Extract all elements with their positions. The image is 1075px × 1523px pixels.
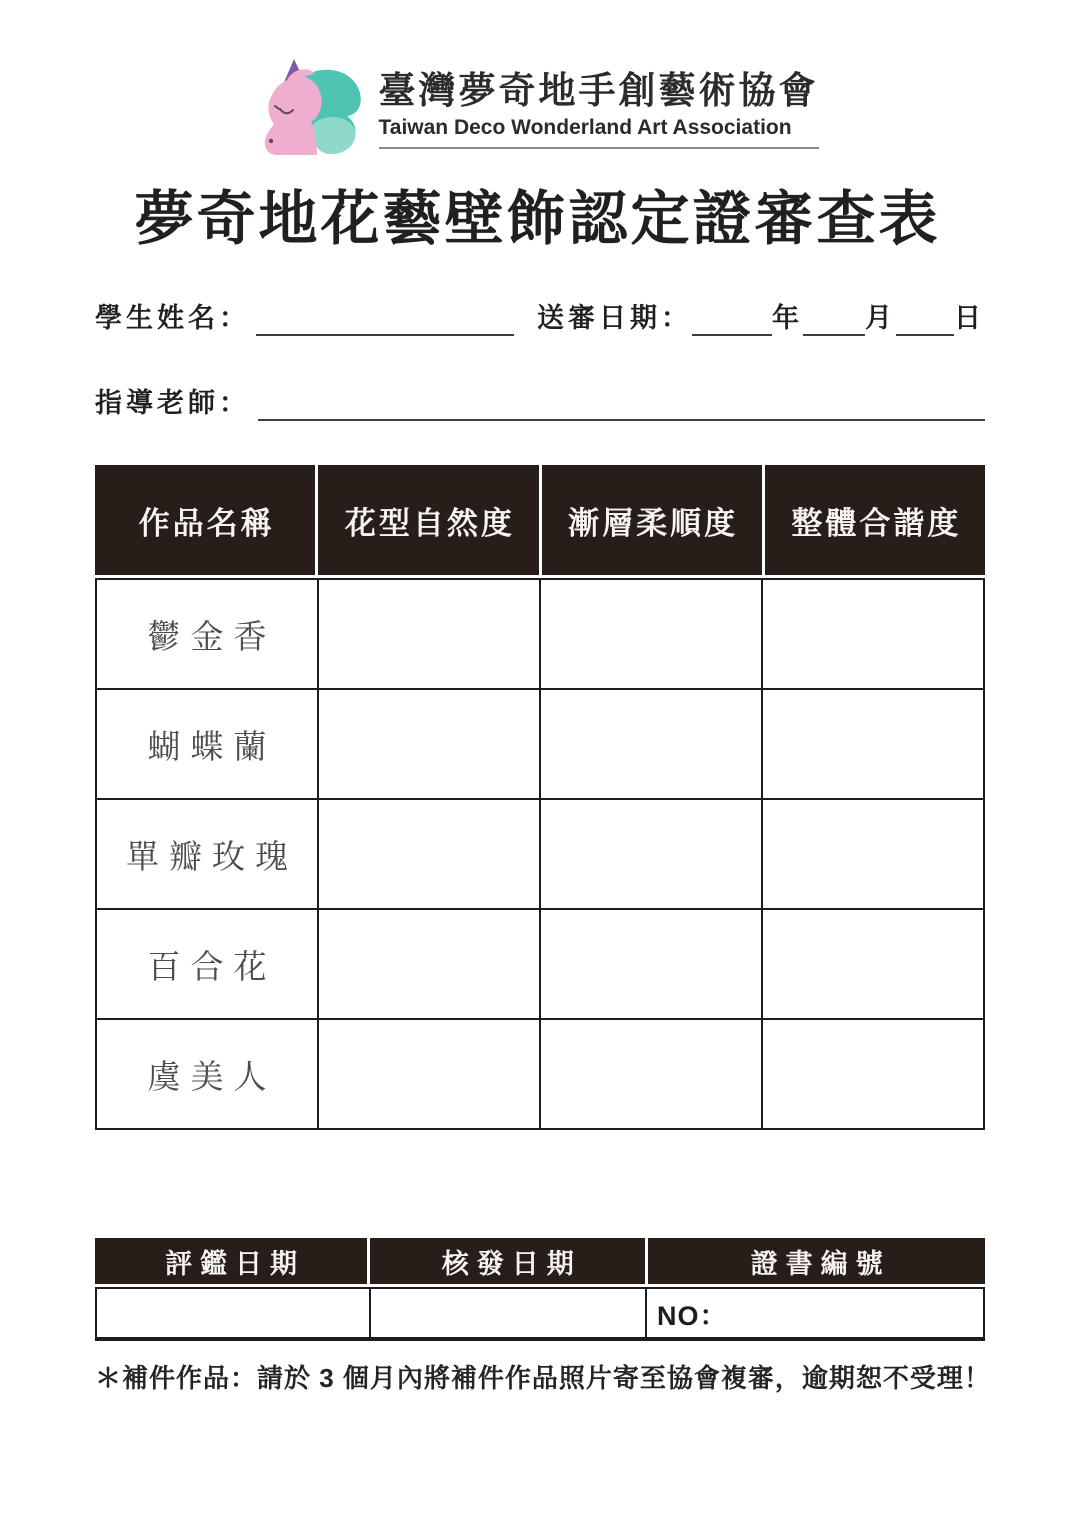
org-name-en: Taiwan Deco Wonderland Art Association: [378, 116, 792, 139]
cert-col-header-cert-number: 證書編號: [648, 1238, 985, 1284]
score-cell-empty: [541, 580, 761, 688]
score-cell-empty: [763, 690, 983, 798]
score-table-body: [95, 578, 985, 1130]
work-name-cell: 鬱金香: [97, 580, 317, 688]
score-col-header-flower-naturalness: 花型自然度: [318, 465, 538, 575]
day-blank: [896, 302, 954, 336]
submission-date-field: [537, 301, 985, 336]
certificate-table-body: [95, 1287, 985, 1341]
work-name-cell: 虞美人: [97, 1020, 317, 1128]
day-label: 日: [954, 303, 985, 333]
month-blank: [803, 302, 865, 336]
org-name-block: [379, 58, 819, 149]
teacher-blank: [258, 387, 985, 421]
month-label: 月: [865, 303, 896, 333]
score-table: [95, 465, 985, 1130]
work-name-cell: 單瓣玫瑰: [97, 800, 317, 908]
score-table-header: [95, 465, 985, 575]
submission-date-label: 送審日期：: [537, 303, 692, 333]
year-blank: [692, 302, 772, 336]
teacher-label: 指導老師：: [95, 388, 250, 418]
score-col-header-overall-harmony: 整體合諧度: [765, 465, 985, 575]
score-cell-empty: [763, 1020, 983, 1128]
score-col-header-work-name: 作品名稱: [95, 465, 315, 575]
cert-number-cell: [647, 1289, 983, 1337]
score-col-header-gradient-smoothness: 漸層柔順度: [542, 465, 762, 575]
score-cell-empty: [541, 800, 761, 908]
score-cell-empty: [319, 580, 539, 688]
score-cell-empty: [319, 1020, 539, 1128]
issue-date-cell-empty: [371, 1289, 646, 1337]
score-cell-empty: [319, 910, 539, 1018]
cert-col-header-eval-date: 評鑑日期: [95, 1238, 367, 1284]
cert-col-header-issue-date: 核發日期: [370, 1238, 645, 1284]
student-and-date-row: [95, 301, 985, 336]
score-cell-empty: [319, 800, 539, 908]
score-cell-empty: [763, 580, 983, 688]
certificate-table-header: [95, 1238, 985, 1284]
work-name-cell: 百合花: [97, 910, 317, 1018]
score-cell-empty: [319, 690, 539, 798]
score-cell-empty: [541, 1020, 761, 1128]
score-cell-empty: [541, 690, 761, 798]
eval-date-cell-empty: [97, 1289, 369, 1337]
year-label: 年: [772, 303, 803, 333]
unicorn-icon: [257, 58, 369, 162]
work-name-cell: 蝴蝶蘭: [97, 690, 317, 798]
footnote: ＊補件作品：請於 3 個月內將補件作品照片寄至協會複審，逾期恕不受理！: [95, 1363, 991, 1393]
score-cell-empty: [541, 910, 761, 1018]
org-name-zh: 臺灣夢奇地手創藝術協會: [378, 70, 819, 111]
student-name-field: [95, 301, 514, 336]
score-cell-empty: [763, 910, 983, 1018]
association-logo-block: [0, 58, 1075, 162]
form-title: 夢奇地花藝壁飾認定證審查表: [134, 186, 941, 252]
student-name-blank: [256, 302, 514, 336]
teacher-row: [95, 386, 985, 421]
student-name-label: 學生姓名：: [95, 303, 250, 333]
cert-number-prefix: NO：: [657, 1300, 728, 1331]
org-underline: [379, 147, 819, 149]
certificate-table: [95, 1238, 985, 1341]
score-cell-empty: [763, 800, 983, 908]
